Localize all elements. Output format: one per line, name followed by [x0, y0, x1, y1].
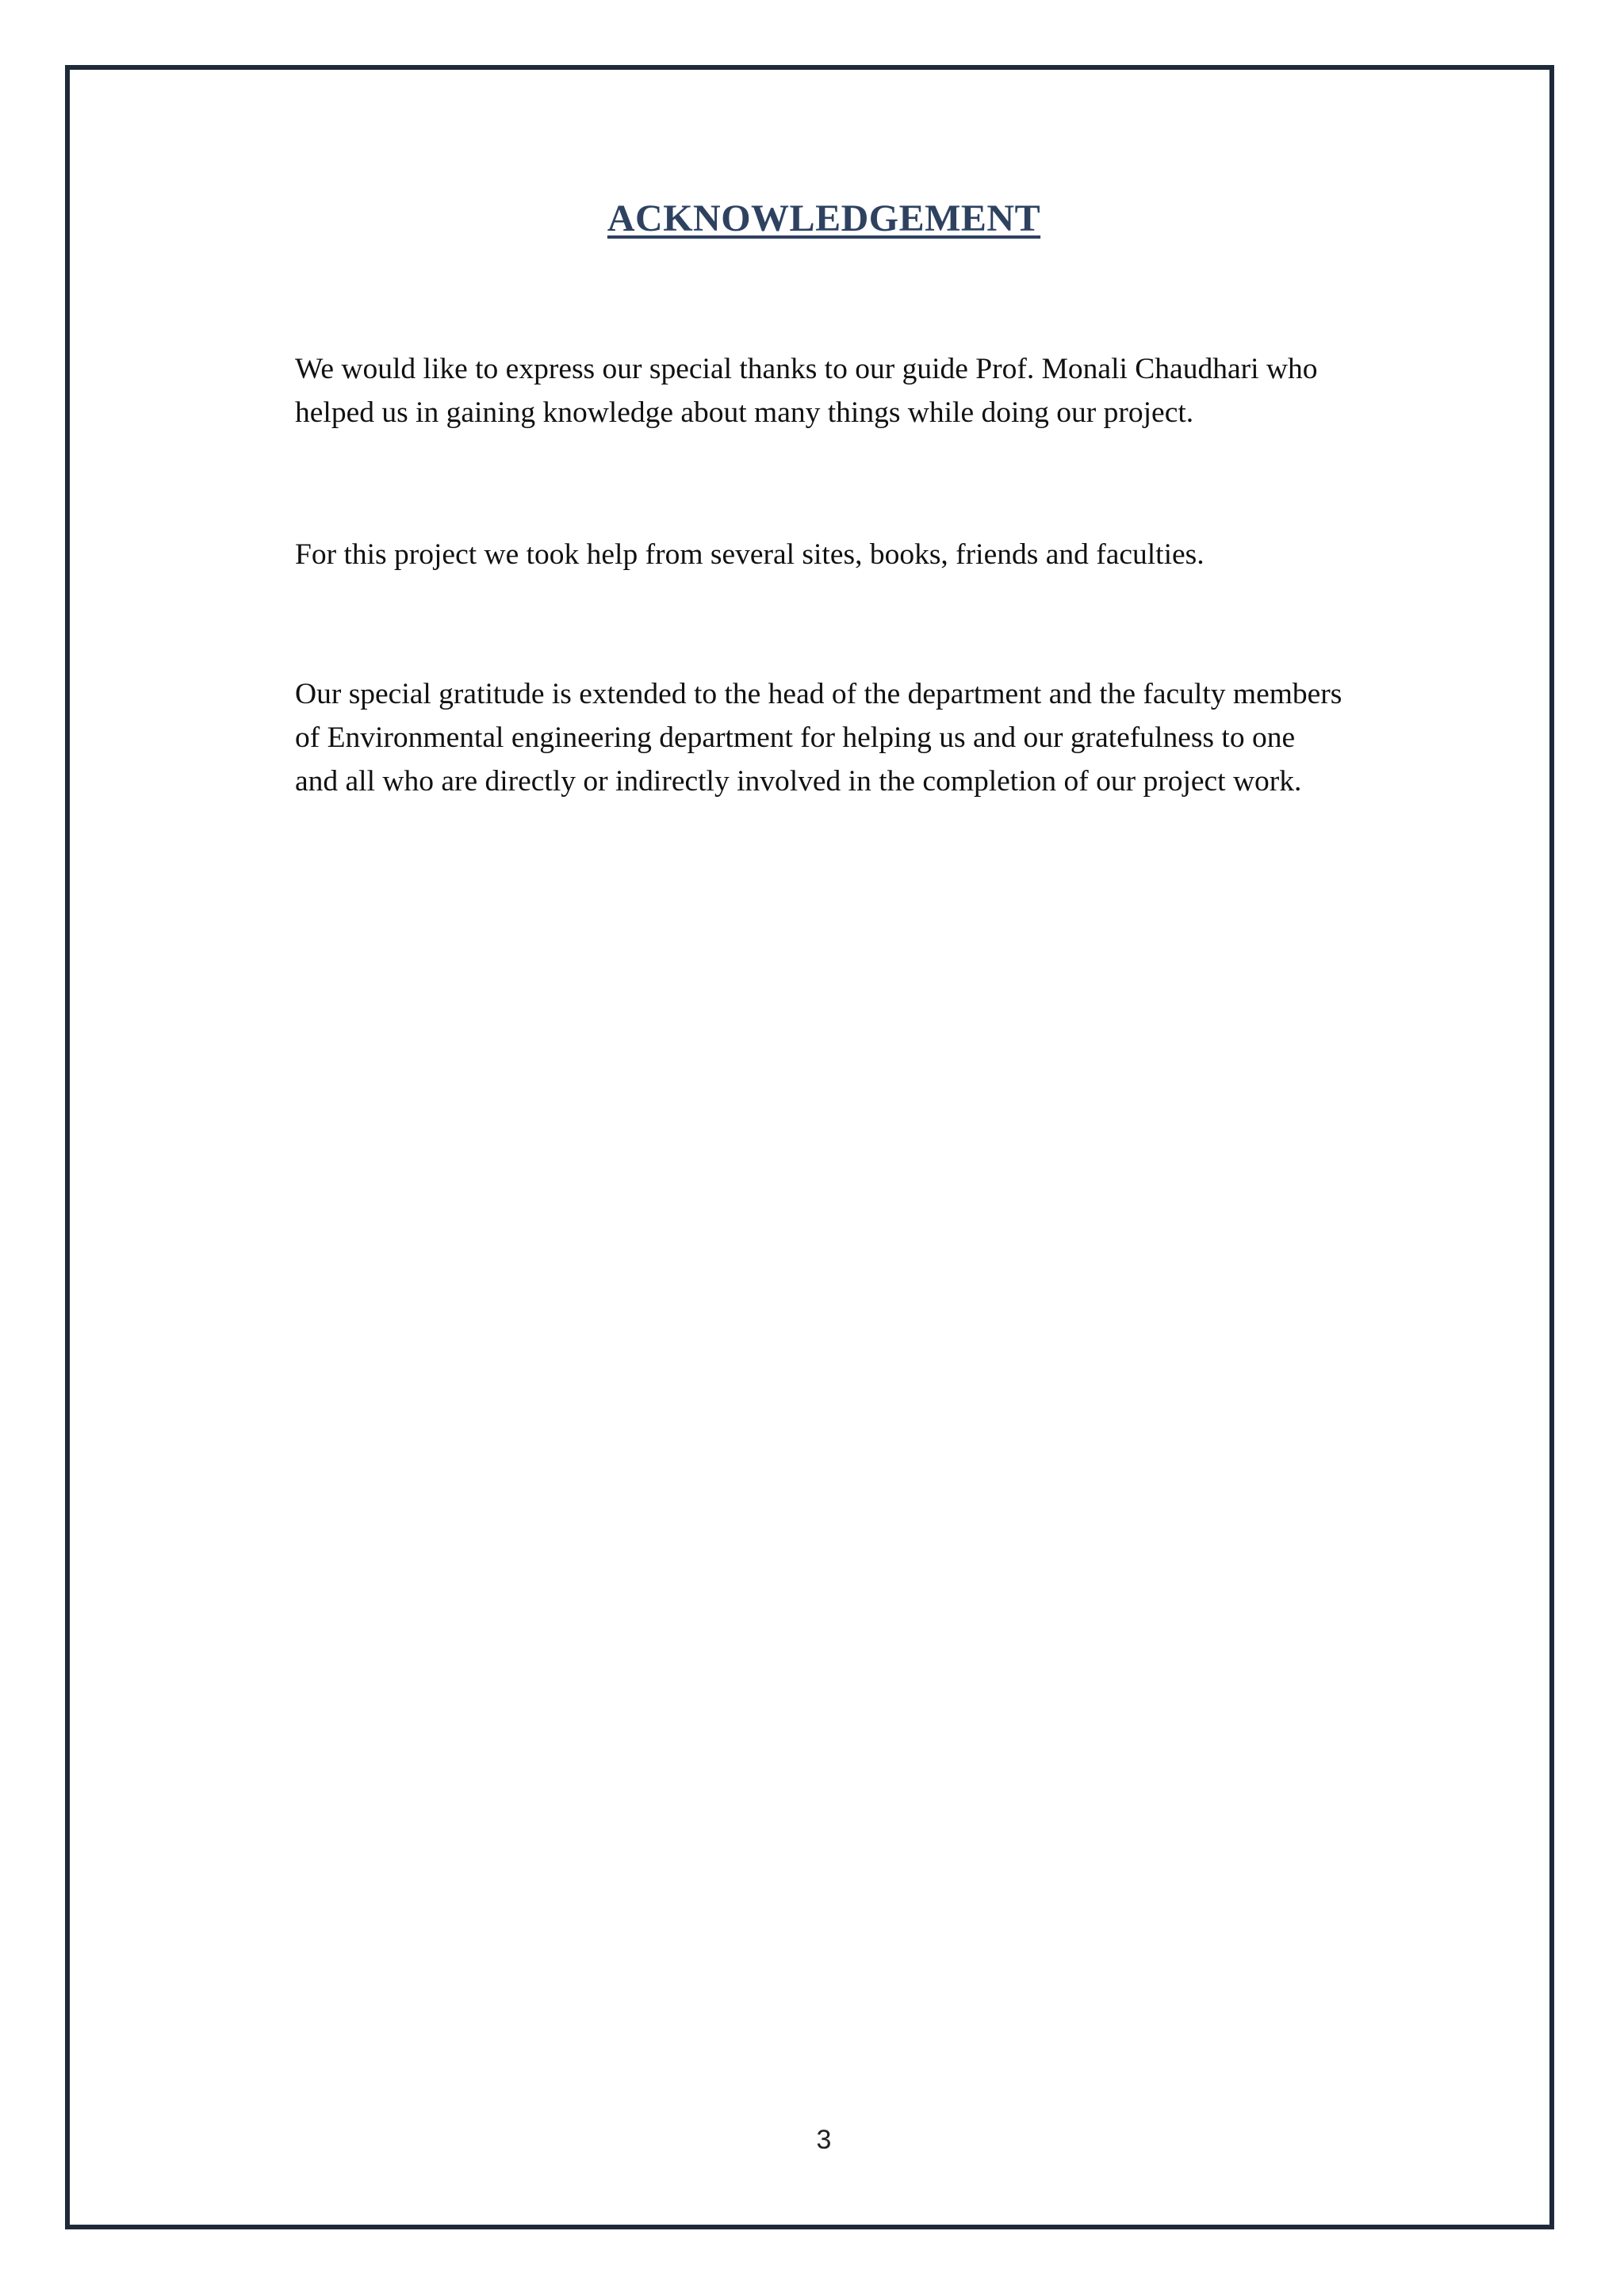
page-title-text: ACKNOWLEDGEMENT	[607, 197, 1041, 239]
paragraph-line: Our special gratitude is extended to the head of the department and the faculty members	[295, 678, 1342, 710]
paragraph-line: and all who are directly or indirectly involved in the completion of our project work.	[295, 765, 1302, 798]
paragraph-thanks	[295, 347, 1453, 434]
paragraph-line: of Environmental engineering department for helping us and our gratefulness to one	[295, 721, 1296, 754]
page-number: 3	[816, 2125, 832, 2155]
paragraph-line: We would like to express our special thanks to our guide Prof. Monali Chaudhari who	[295, 353, 1318, 385]
paragraph-line: For this project we took help from several sites, books, friends and faculties.	[295, 538, 1205, 571]
page-title	[0, 197, 1624, 240]
paragraph-sources	[295, 533, 1453, 576]
paragraph-line: helped us in gaining knowledge about many things while doing our project.	[295, 396, 1194, 429]
paragraph-gratitude	[295, 672, 1453, 803]
